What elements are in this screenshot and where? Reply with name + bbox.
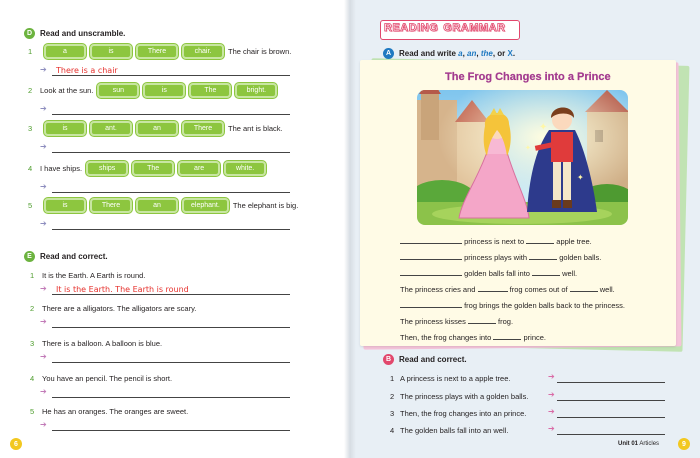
word-chip: white. — [224, 161, 266, 176]
arrow-right-icon: ➔ — [40, 420, 47, 429]
answer-line[interactable] — [40, 419, 290, 431]
banner-letter: M — [469, 22, 479, 34]
answer-line[interactable] — [40, 386, 290, 398]
fill-blank[interactable] — [400, 268, 432, 276]
fill-blank[interactable] — [529, 252, 557, 260]
item-number: 3 — [28, 123, 33, 133]
writing-line — [52, 229, 290, 230]
word-chip: is — [90, 44, 132, 59]
word-chip: bright. — [235, 83, 277, 98]
word-chip: is — [44, 198, 86, 213]
story-text: Then, the frog changes into — [400, 333, 494, 342]
correct-item — [30, 404, 188, 418]
arrow-right-icon: ➔ — [40, 142, 47, 151]
word-chip: elephant. — [182, 198, 229, 213]
section-a-header — [383, 48, 515, 59]
item-number: 3 — [30, 338, 35, 348]
arrow-right-icon: ➔ — [40, 387, 47, 396]
section-e-title: Read and correct. — [40, 252, 108, 261]
story-sentence — [400, 284, 615, 294]
item-prefix-text: Look at the sun. — [40, 85, 94, 95]
arrow-right-icon: ➔ — [40, 65, 47, 74]
frog-prince-illustration — [417, 90, 628, 225]
section-a-badge: A — [383, 48, 394, 59]
correct-item — [30, 268, 145, 282]
item-number: 5 — [30, 406, 35, 416]
banner-letter: N — [420, 22, 430, 34]
story-text: well. — [560, 269, 578, 278]
story-text: princess plays with — [462, 253, 530, 262]
writing-line — [52, 114, 290, 115]
story-text: golden balls fall into — [462, 269, 533, 278]
section-e-badge: E — [24, 251, 35, 262]
svg-text:✦: ✦ — [577, 173, 584, 182]
fill-blank[interactable] — [468, 316, 496, 324]
arrow-right-icon: ➔ — [40, 182, 47, 191]
section-a-title: Read and write a, an, the, or X. — [399, 49, 516, 58]
svg-text:✦: ✦ — [539, 122, 548, 133]
section-d-title: Read and unscramble. — [40, 29, 126, 38]
word-chip: chair. — [182, 44, 224, 59]
fill-blank[interactable] — [432, 236, 462, 244]
item-number: 1 — [28, 46, 33, 56]
story-text: frog comes out of — [507, 285, 570, 294]
arrow-right-icon: ➔ — [40, 352, 47, 361]
banner-letter: M — [478, 22, 489, 34]
section-b-title: Read and correct. — [399, 355, 467, 364]
banner-letter: E — [392, 22, 401, 34]
word-chip: an — [136, 121, 178, 136]
unscramble-item — [28, 121, 283, 135]
item-number: 3 — [390, 408, 395, 418]
story-text: The princess cries and — [400, 285, 478, 294]
arrow-right-icon: ➔ — [548, 424, 555, 433]
item-number: 2 — [390, 391, 395, 401]
section-b-badge: B — [383, 354, 394, 365]
unscramble-item — [28, 198, 298, 212]
page-number-left: 6 — [10, 438, 22, 450]
banner-letter: A — [488, 22, 498, 34]
answer-line[interactable] — [40, 141, 290, 153]
item-number: 2 — [30, 303, 35, 313]
item-sentence: The golden balls fall into an well. — [400, 425, 509, 435]
word-chip: There — [90, 198, 132, 213]
item-suffix-text: The elephant is big. — [232, 200, 299, 210]
word-chip: a — [44, 44, 86, 59]
arrow-right-icon: ➔ — [548, 390, 555, 399]
answer-line[interactable] — [40, 218, 290, 230]
unscramble-item — [28, 44, 291, 58]
writing-line — [52, 327, 290, 328]
answer-line[interactable] — [40, 283, 290, 295]
item-number: 1 — [30, 270, 35, 280]
correct-sentence-item — [390, 373, 510, 383]
section-e-header — [24, 251, 108, 262]
page-number-right: 9 — [678, 438, 690, 450]
word-chip: an — [136, 198, 178, 213]
option-x: X — [507, 49, 513, 58]
banner-letter: A — [460, 22, 470, 34]
banner-letter: R — [452, 22, 461, 34]
section-d-badge: D — [24, 28, 35, 39]
story-text: apple tree. — [554, 237, 592, 246]
writing-line[interactable] — [557, 382, 665, 383]
word-chip: ant. — [90, 121, 132, 136]
story-sentence — [400, 300, 625, 310]
arrow-right-icon: ➔ — [548, 407, 555, 416]
story-sentence — [400, 332, 546, 342]
fill-blank[interactable] — [526, 236, 554, 244]
item-number: 4 — [30, 373, 35, 383]
book-gutter — [344, 0, 356, 458]
fill-blank[interactable] — [432, 268, 462, 276]
fill-blank[interactable] — [432, 252, 462, 260]
banner-letter: D — [408, 22, 418, 34]
correct-item — [30, 371, 172, 385]
correct-sentence-item — [390, 425, 508, 435]
item-sentence: The princess plays with a golden balls. — [400, 391, 529, 401]
answer-line[interactable] — [40, 316, 290, 328]
story-sentence — [400, 236, 592, 246]
writing-line — [52, 192, 290, 193]
story-text: well. — [597, 285, 615, 294]
arrow-right-icon: ➔ — [548, 372, 555, 381]
item-sentence: A princess is next to a apple tree. — [400, 373, 511, 383]
princess-prince-picture — [417, 90, 628, 225]
word-chip: sun — [97, 83, 139, 98]
item-suffix-text: The chair is brown. — [228, 46, 292, 56]
item-number: 2 — [28, 85, 33, 95]
option-the: the — [480, 49, 493, 58]
story-text: frog. — [495, 317, 514, 326]
unscramble-item — [28, 83, 281, 97]
word-chip: is — [44, 121, 86, 136]
banner-letter: G — [429, 22, 439, 34]
writing-line — [52, 362, 290, 363]
arrow-right-icon: ➔ — [40, 284, 47, 293]
unit-label: Unit 01 Articles — [618, 441, 660, 447]
item-sentence: There is a balloon. A balloon is blue. — [42, 338, 163, 348]
writing-line — [52, 397, 290, 398]
banner-letter: R — [384, 22, 393, 34]
story-title: The Frog Changes into a Prince — [445, 71, 611, 83]
item-sentence: Then, the frog changes into an prince. — [400, 408, 527, 418]
writing-line — [52, 430, 290, 431]
correct-item — [30, 301, 196, 315]
fill-blank[interactable] — [478, 284, 508, 292]
unscramble-item — [28, 161, 270, 175]
item-prefix-text: I have ships. — [40, 163, 83, 173]
item-suffix-text: The ant is black. — [228, 123, 283, 133]
item-number: 4 — [28, 163, 33, 173]
arrow-right-icon: ➔ — [40, 104, 47, 113]
writing-line[interactable] — [557, 434, 665, 435]
item-number: 4 — [390, 425, 395, 435]
item-sentence: He has an oranges. The oranges are sweet. — [42, 406, 189, 416]
word-chip: There — [136, 44, 178, 59]
word-chip: There — [182, 121, 224, 136]
correct-sentence-item — [390, 391, 528, 401]
fill-blank[interactable] — [570, 284, 598, 292]
fill-blank[interactable] — [432, 300, 462, 308]
banner-letter: A — [400, 22, 409, 34]
fill-blank[interactable] — [400, 236, 432, 244]
item-sentence: It is the Earth. A Earth is round. — [42, 270, 146, 280]
option-a: a — [458, 49, 463, 58]
story-sentence — [400, 252, 601, 262]
story-text: prince. — [521, 333, 547, 342]
banner-letter: I — [417, 22, 421, 34]
item-number: 5 — [28, 200, 33, 210]
svg-text:✦: ✦ — [525, 145, 531, 152]
handwritten-answer: There is a chair — [56, 66, 118, 75]
correct-item — [30, 336, 162, 350]
answer-line[interactable] — [40, 103, 290, 115]
story-text: The princess kisses — [400, 317, 468, 326]
answer-line[interactable] — [40, 64, 290, 76]
writing-line — [52, 75, 290, 76]
writing-line[interactable] — [557, 417, 665, 418]
section-b-header — [383, 354, 467, 365]
writing-line — [52, 152, 290, 153]
banner-letter: G — [443, 22, 453, 34]
correct-sentence-item — [390, 408, 526, 418]
word-chip: The — [132, 161, 174, 176]
option-an: an — [467, 49, 477, 58]
fill-blank[interactable] — [493, 332, 521, 340]
word-chip: is — [143, 83, 185, 98]
fill-blank[interactable] — [400, 300, 432, 308]
story-sentence — [400, 316, 513, 326]
arrow-right-icon: ➔ — [40, 317, 47, 326]
fill-blank[interactable] — [532, 268, 560, 276]
section-d-header — [24, 28, 125, 39]
item-number: 1 — [390, 373, 395, 383]
item-sentence: You have an pencil. The pencil is short. — [42, 373, 173, 383]
answer-line[interactable] — [40, 181, 290, 193]
word-chip: are — [178, 161, 220, 176]
reading-grammar-title — [384, 22, 506, 34]
banner-letter: R — [497, 22, 506, 34]
story-sentence — [400, 268, 577, 278]
word-chip: The — [189, 83, 231, 98]
story-text: frog brings the golden balls back to the princess. — [462, 301, 626, 310]
story-text: princess is next to — [462, 237, 527, 246]
fill-blank[interactable] — [400, 252, 432, 260]
writing-line — [52, 294, 290, 295]
answer-line[interactable] — [40, 351, 290, 363]
story-text: golden balls. — [557, 253, 602, 262]
arrow-right-icon: ➔ — [40, 219, 47, 228]
writing-line[interactable] — [557, 400, 665, 401]
item-sentence: There are a alligators. The alligators are scary. — [42, 303, 197, 313]
handwritten-answer: It is the Earth. The Earth is round — [56, 285, 189, 294]
word-chip: ships — [86, 161, 128, 176]
